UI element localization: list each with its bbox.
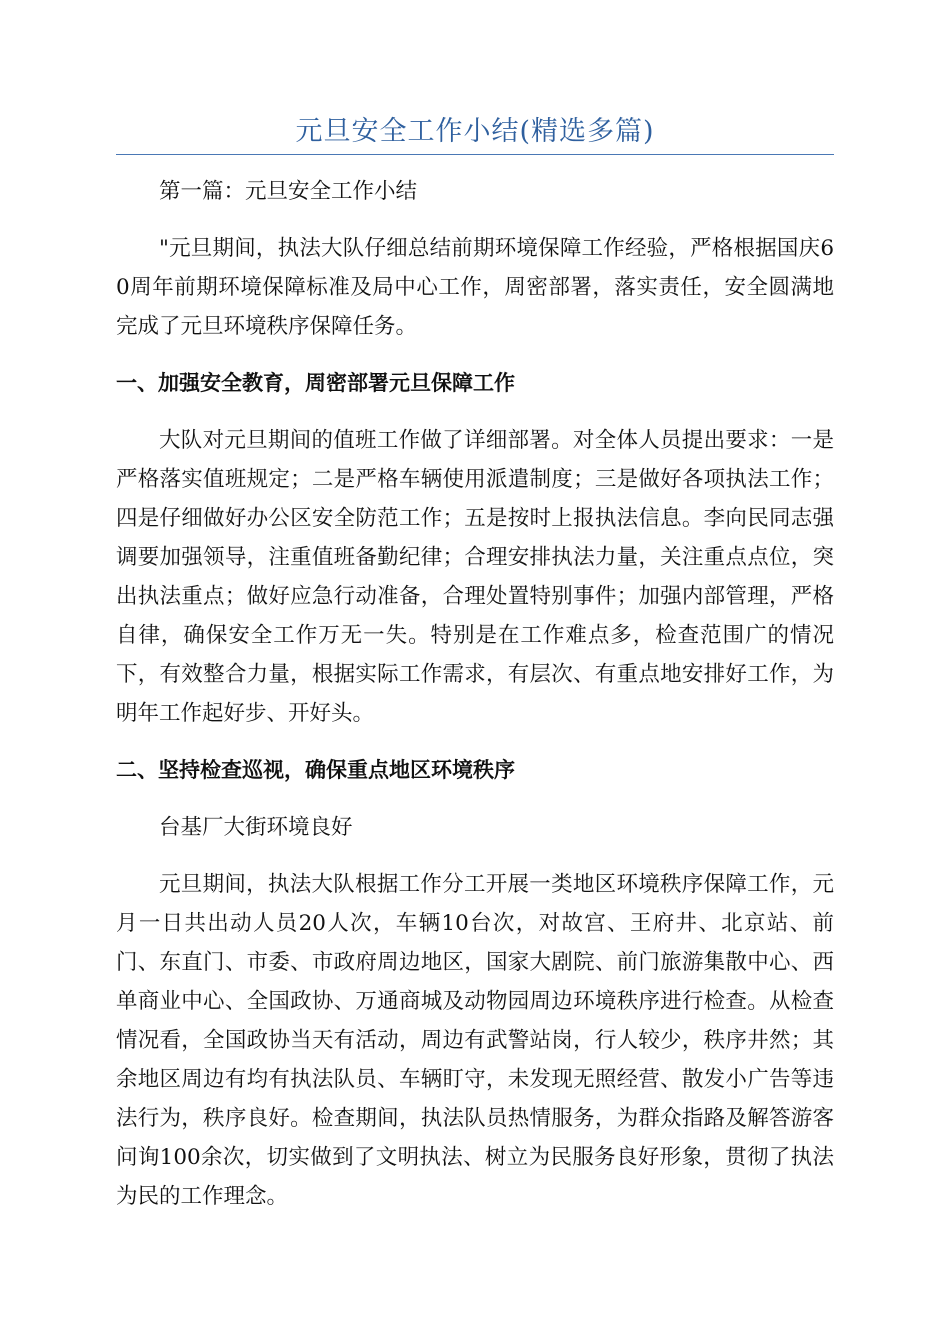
intro-paragraph: "元旦期间，执法大队仔细总结前期环境保障工作经验，严格根据国庆60周年前期环境保障标准及局中心工作，周密部署，落实责任，安全圆满地完成了元旦环境秩序保障任务。: [116, 236, 834, 339]
section-heading-2: 二、坚持检查巡视，确保重点地区环境秩序: [116, 758, 515, 782]
section-2-subtitle: 台基厂大街环境良好: [159, 815, 353, 840]
section-heading-1: 一、加强安全教育，周密部署元旦保障工作: [116, 371, 515, 395]
section-1-paragraph: 大队对元旦期间的值班工作做了详细部署。对全体人员提出要求：一是严格落实值班规定；二是严格车辆使用派遣制度；三是做好各项执法工作；四是仔细做好办公区安全防范工作；五是按时上报执法信息。李向民同志强调要加强领导，注重值班备勤纪律；合理安排执法力量，关注重点点位，突出执法重点；做好应急行动准备，合理处置特别事件；加强内部管理，严格自律，确保安全工作万无一失。特别是在工作难点多，检查范围广的情况下，有效整合力量，根据实际工作需求，有层次、有重点地安排好工作，为明年工作起好步、开好头。: [116, 428, 834, 726]
document-body: [116, 172, 834, 1234]
title-underline: [116, 154, 834, 155]
section-2-paragraph: 元旦期间，执法大队根据工作分工开展一类地区环境秩序保障工作，元月一日共出动人员20人次，车辆10台次，对故宫、王府井、北京站、前门、东直门、市委、市政府周边地区，国家大剧院、前门旅游集散中心、西单商业中心、全国政协、万通商城及动物园周边环境秩序进行检查。从检查情况看，全国政协当天有活动，周边有武警站岗，行人较少，秩序井然；其余地区周边有均有执法队员、车辆盯守，未发现无照经营、散发小广告等违法行为，秩序良好。检查期间，执法队员热情服务，为群众指路及解答游客问询100余次，切实做到了文明执法、树立为民服务良好形象，贯彻了执法为民的工作理念。: [116, 872, 834, 1209]
document-title: 元旦安全工作小结(精选多篇): [295, 116, 655, 147]
section-heading-part-one: 第一篇：元旦安全工作小结: [159, 179, 418, 204]
